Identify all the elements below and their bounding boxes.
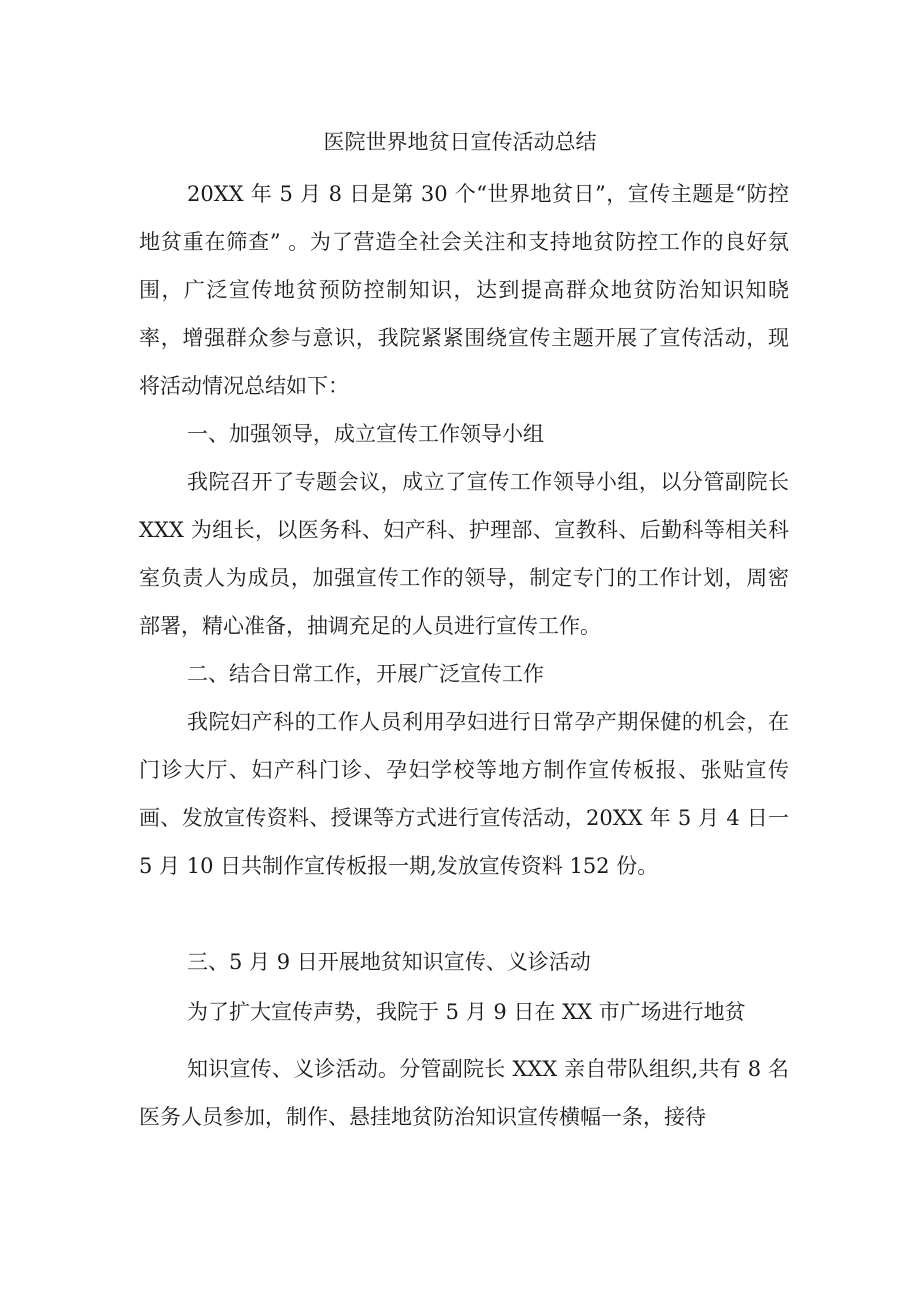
paragraph-daily-work: 我院妇产科的工作人员利用孕妇进行日常孕产期保健的机会，在门诊大厅、妇产科门诊、孕妇学校等地方制作宣传板报、张贴宣传画、发放宣传资料、授课等方式进行宣传活动，20XX 年 5 月 4 日一 5 月 10 日共制作宣传板报一期,发放宣传资料 152 份。 [139, 710, 789, 878]
section-heading-3: 三、5 月 9 日开展地贫知识宣传、义诊活动 [187, 950, 591, 974]
paragraph-intro: 20XX 年 5 月 8 日是第 30 个“世界地贫日”，宣传主题是“防控地贫重在筛查” 。为了营造全社会关注和支持地贫防控工作的良好氛围，广泛宣传地贫预防控制知识，达到提高群众地贫防治知识知晓率，增强群众参与意识，我院紧紧围绕宣传主题开展了宣传活动，现将活动情况总结如下： [139, 182, 789, 398]
document-title: 医院世界地贫日宣传活动总结 [323, 130, 597, 154]
paragraph-activity: 知识宣传、义诊活动。分管副院长 XXX 亲自带队组织,共有 8 名医务人员参加，制作、悬挂地贫防治知识宣传横幅一条，接待 [139, 1057, 789, 1129]
paragraph-activity-line: 为了扩大宣传声势，我院于 5 月 9 日在 XX 市广场进行地贫 [187, 1000, 746, 1024]
section-heading-2: 二、结合日常工作，开展广泛宣传工作 [187, 662, 544, 686]
paragraph-leadership: 我院召开了专题会议，成立了宣传工作领导小组，以分管副院长 XXX 为组长，以医务科、妇产科、护理部、宣教科、后勤科等相关科室负责人为成员，加强宣传工作的领导，制定专门的工作计划，周密部署，精心准备，抽调充足的人员进行宣传工作。 [139, 470, 789, 638]
section-heading-1: 一、加强领导，成立宣传工作领导小组 [187, 422, 544, 446]
